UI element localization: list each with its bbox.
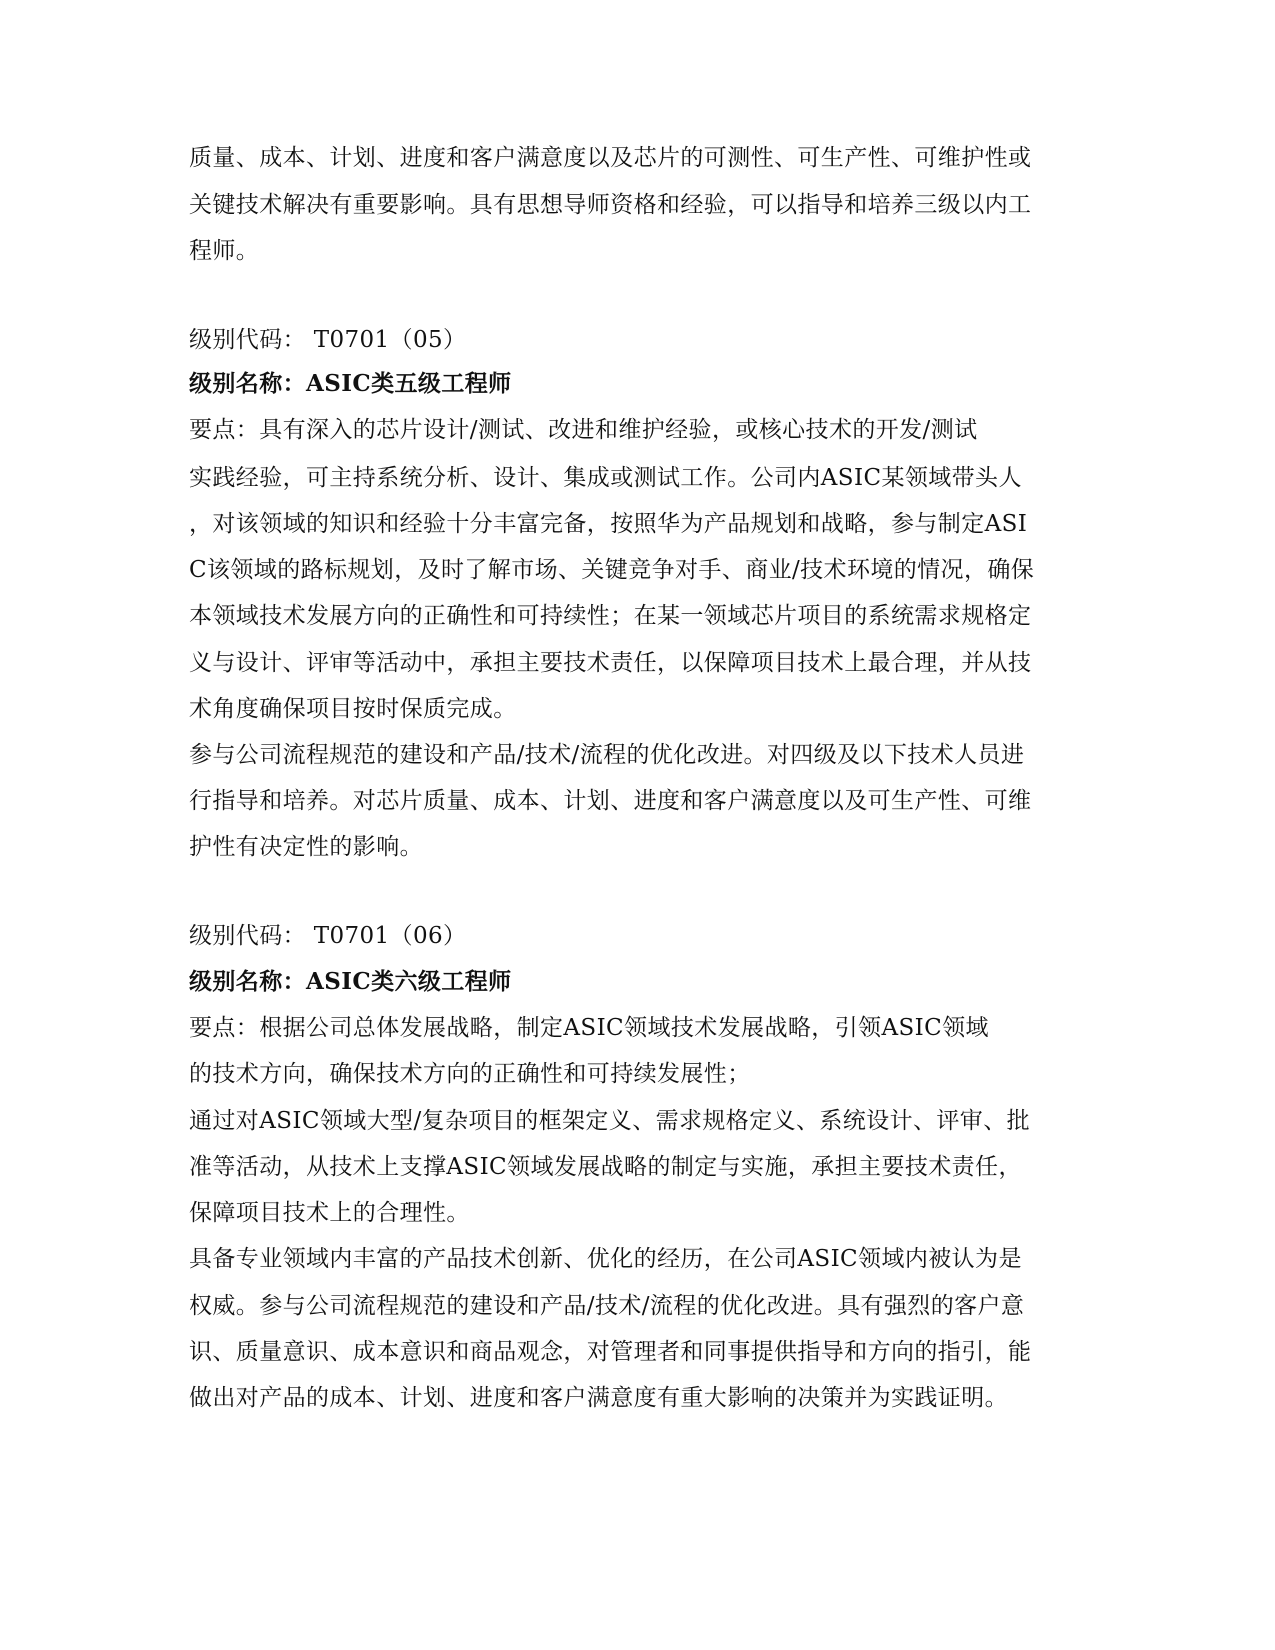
level5-body-line-5: 本领域技术发展方向的正确性和可持续性；在某一领域芯片项目的系统需求规格定 (189, 603, 1032, 629)
level6-body-line-6: 具备专业领域内丰富的产品技术创新、优化的经历，在公司ASIC领域内被认为是 (189, 1246, 1022, 1272)
intro-line-1: 质量、成本、计划、进度和客户满意度以及芯片的可测性、可生产性、可维护性或 (189, 145, 1032, 171)
level6-body-line-5: 保障项目技术上的合理性。 (189, 1200, 470, 1226)
level6-body-line-2: 的技术方向，确保技术方向的正确性和可持续发展性； (189, 1061, 751, 1087)
level5-body-line-4: C该领域的路标规划，及时了解市场、关键竞争对手、商业/技术环境的情况，确保 (189, 557, 1035, 583)
level5-body-line-2: 实践经验，可主持系统分析、设计、集成或测试工作。公司内ASIC某领域带头人 (189, 465, 1022, 491)
level6-body-line-3: 通过对ASIC领域大型/复杂项目的框架定义、需求规格定义、系统设计、评审、批 (189, 1108, 1030, 1134)
level6-body-line-1: 要点：根据公司总体发展战略，制定ASIC领域技术发展战略，引领ASIC领域 (189, 1015, 989, 1041)
level5-body-line-9: 行指导和培养。对芯片质量、成本、计划、进度和客户满意度以及可生产性、可维 (189, 788, 1032, 814)
level5-body-line-10: 护性有决定性的影响。 (189, 834, 423, 860)
level6-body-line-4: 准等活动，从技术上支撑ASIC领域发展战略的制定与实施，承担主要技术责任， (189, 1154, 1022, 1180)
level5-code: 级别代码： T0701（05） (189, 327, 467, 353)
level6-code: 级别代码： T0701（06） (189, 923, 467, 949)
level6-body-line-9: 做出对产品的成本、计划、进度和客户满意度有重大影响的决策并为实践证明。 (189, 1385, 1008, 1411)
level5-body-line-7: 术角度确保项目按时保质完成。 (189, 696, 517, 722)
level5-body-line-6: 义与设计、评审等活动中，承担主要技术责任，以保障项目技术上最合理，并从技 (189, 650, 1032, 676)
level6-name: 级别名称：ASIC类六级工程师 (189, 968, 512, 995)
level6-body-line-7: 权威。参与公司流程规范的建设和产品/技术/流程的优化改进。具有强烈的客户意 (189, 1293, 1025, 1319)
intro-line-2: 关键技术解决有重要影响。具有思想导师资格和经验，可以指导和培养三级以内工 (189, 192, 1032, 218)
level5-name: 级别名称：ASIC类五级工程师 (189, 370, 512, 397)
level5-body-line-1: 要点：具有深入的芯片设计/测试、改进和维护经验，或核心技术的开发/测试 (189, 417, 978, 443)
level5-body-line-3: ，对该领域的知识和经验十分丰富完备，按照华为产品规划和战略，参与制定ASI (189, 511, 1028, 537)
intro-line-3: 程师。 (189, 238, 260, 264)
level5-body-line-8: 参与公司流程规范的建设和产品/技术/流程的优化改进。对四级及以下技术人员进 (189, 742, 1025, 768)
level6-body-line-8: 识、质量意识、成本意识和商品观念，对管理者和同事提供指导和方向的指引，能 (189, 1339, 1032, 1365)
